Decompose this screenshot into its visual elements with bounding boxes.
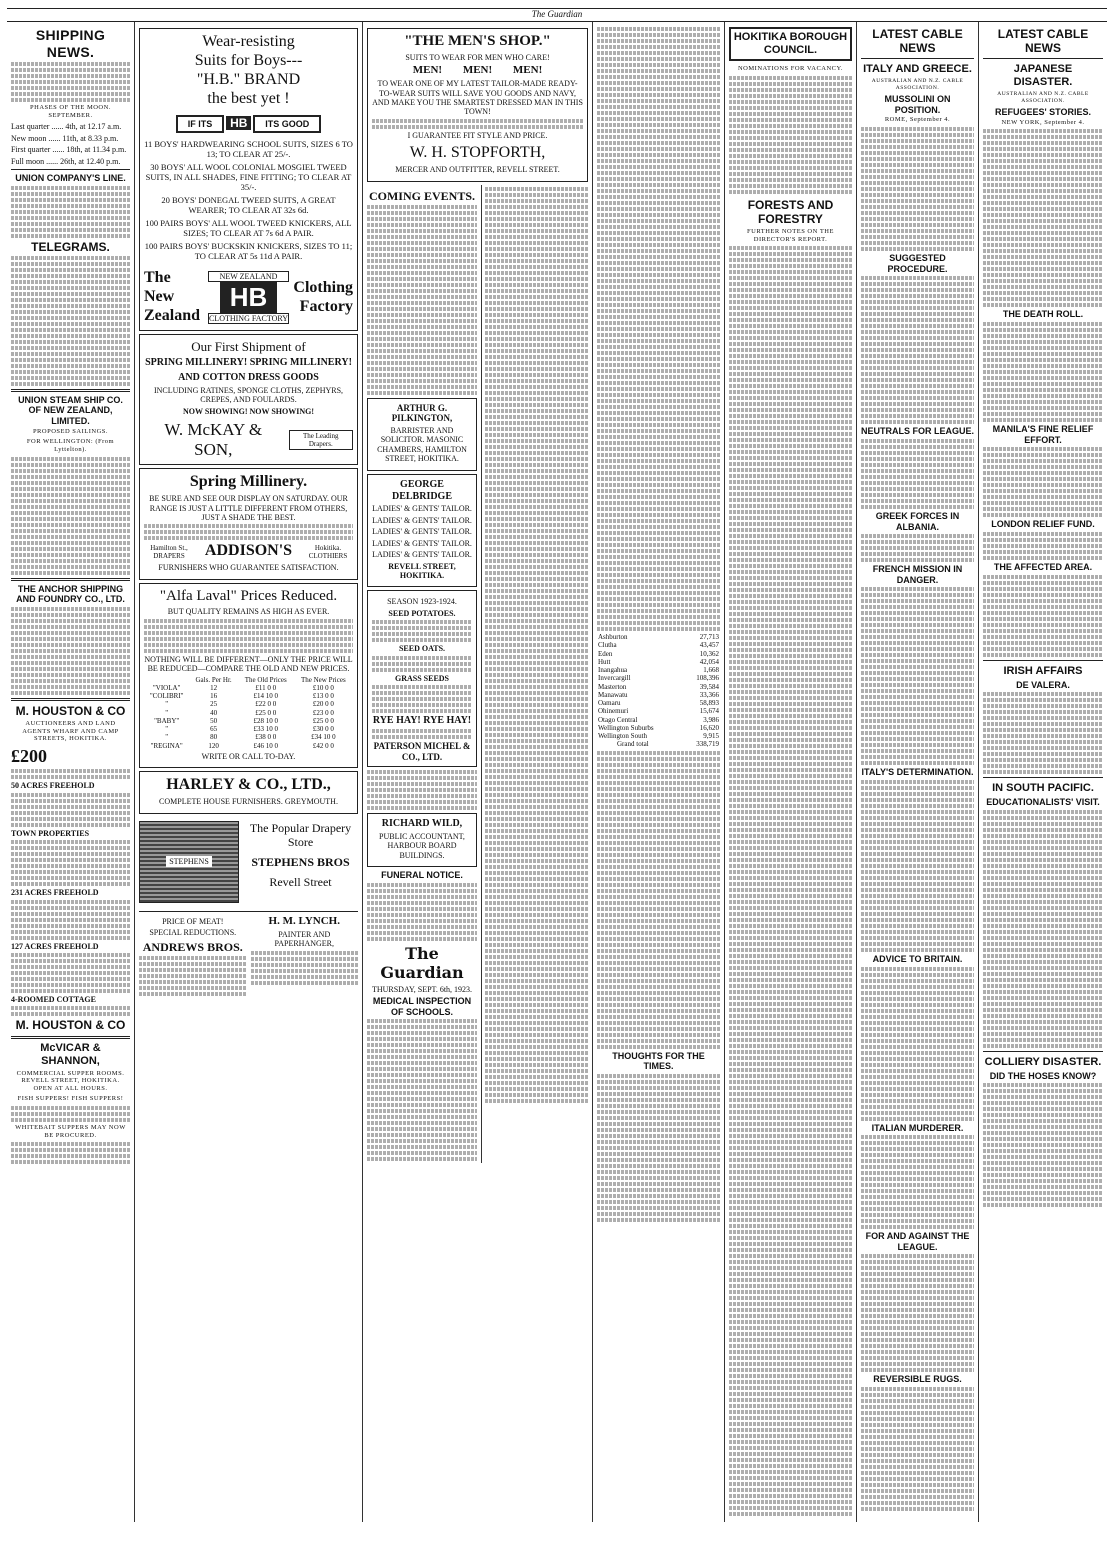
column-5	[725, 22, 857, 1522]
district: Otago Central	[598, 715, 638, 724]
tide-table	[11, 62, 130, 102]
assoc-line: AUSTRALIAN AND N.Z. CABLE ASSOCIATION.	[871, 78, 964, 91]
whitebait-suppers: WHITEBAIT SUPPERS MAY NOW BE PROCURED.	[15, 1124, 126, 1139]
district: Inangahua	[598, 666, 628, 674]
table-row	[597, 641, 720, 649]
anchor-shipping-heading: THE ANCHOR SHIPPING AND FOUNDRY CO., LTD.	[16, 583, 125, 605]
proposed-sailings: PROPOSED SAILINGS.	[32, 427, 109, 435]
manila-heading: MANILA'S FINE RELIEF EFFORT.	[992, 424, 1094, 445]
ad-item: 100 PAIRS BOYS' ALL WOOL TWEED KNICKERS, ALL SIZES; TO CLEAR AT 7s 6d A PAIR.	[145, 218, 352, 239]
moon-line: Full moon ...... 26th, at 12.40 p.m.	[11, 156, 121, 166]
town-properties: TOWN PROPERTIES	[11, 828, 90, 838]
south-pacific-heading: IN SOUTH PACIFIC.	[992, 782, 1094, 795]
table-row	[144, 700, 353, 708]
new-price: £13 0 0	[312, 692, 334, 701]
mens-text2: I GUARANTEE FIT STYLE AND PRICE.	[407, 130, 548, 140]
moon-line: First quarter ...... 18th, at 11.34 p.m.	[11, 145, 127, 155]
old-price: £11 0 0	[255, 683, 277, 692]
mens-text: TO WEAR ONE OF MY LATEST TAILOR-MADE READY-TO-WEAR SUITS WILL SAVE YOU GOODS AND NAVY, AND MAKE YOU THE SMARTEST DRESSED MAN IN THIS TOWN!	[372, 79, 583, 117]
mens-title: "THE MEN'S SHOP."	[404, 33, 551, 49]
value: 10,362	[699, 649, 719, 658]
london-relief-heading: LONDON RELIEF FUND.	[991, 519, 1095, 530]
houston-heading: M. HOUSTON & CO	[15, 703, 126, 718]
acres-231: 231 ACRES FREEHOLD	[11, 888, 99, 898]
new-price: £30 0 0	[312, 725, 334, 734]
seed-oats: SEED OATS.	[398, 644, 446, 654]
old-price: £22 0 0	[255, 700, 277, 709]
shipping-news-heading: SHIPPING NEWS.	[35, 27, 106, 60]
model: "REGINA"	[150, 741, 183, 750]
pilkington-ad	[367, 398, 477, 471]
logo-right-word: Clothing Factory	[293, 278, 353, 315]
mens-shop-ad	[367, 28, 588, 182]
badge-right: ITS GOOD	[253, 115, 321, 134]
mckay-now: NOW SHOWING! NOW SHOWING!	[182, 406, 315, 416]
alfa-sub: BUT QUALITY REMAINS AS HIGH AS EVER.	[167, 607, 330, 617]
model: "VIOLA"	[152, 683, 181, 692]
wild-ad	[367, 813, 477, 867]
value: 9,915	[703, 732, 719, 740]
telegrams-heading: TELEGRAMS.	[31, 239, 110, 254]
gals: 80	[210, 733, 218, 742]
gals: 120	[208, 741, 219, 750]
table-row	[597, 740, 720, 748]
latest-cable-heading-2: LATEST CABLE NEWS	[997, 27, 1089, 56]
gals: 25	[210, 700, 218, 709]
pilkington-name: ARTHUR G. PILKINGTON,	[391, 402, 453, 424]
alfa-write: WRITE OR CALL TO-DAY.	[201, 751, 296, 761]
value: 27,713	[699, 633, 719, 641]
delbridge-addr: REVELL STREET, HOKITIKA.	[388, 561, 456, 580]
moon-phases	[11, 122, 130, 166]
acres-50: 50 ACRES FREEHOLD	[11, 781, 95, 791]
italy-determination-heading: ITALY'S DETERMINATION.	[861, 767, 974, 778]
ad-line: Suits for Boys---	[194, 51, 303, 69]
refugees-heading: REFUGEES' STORIES.	[995, 107, 1091, 118]
total-label: Grand total	[617, 740, 649, 749]
district-table	[597, 633, 720, 749]
moon-line: Last quarter ...... 4th, at 12.17 a.m.	[11, 122, 122, 132]
harley-title: HARLEY & CO., LTD.,	[166, 776, 331, 794]
column-2	[135, 22, 363, 1522]
moon-line: New moon ...... 11th, at 8.33 p.m.	[11, 133, 119, 143]
gals: 50	[210, 716, 218, 725]
old-price: £14 10 0	[253, 692, 278, 701]
value: 15,674	[699, 707, 719, 716]
table-row	[597, 732, 720, 740]
district: Clutha	[598, 641, 617, 650]
educationalists-heading: EDUCATIONALISTS' VISIT.	[986, 797, 1100, 808]
model: "	[165, 700, 169, 709]
rye-hay: RYE HAY! RYE HAY!	[372, 715, 472, 727]
ad-line: the best yet !	[207, 89, 290, 107]
ny-dateline: NEW YORK, September 4.	[1001, 118, 1085, 126]
ad-item: 11 BOYS' HARDWEARING SCHOOL SUITS, SIZES 6 TO 13; TO CLEAR AT 25/-.	[144, 139, 353, 160]
union-line-heading: UNION COMPANY'S LINE.	[15, 173, 126, 184]
value: 108,396	[696, 674, 719, 683]
photo-sign: STEPHENS	[166, 856, 212, 867]
harley-ad	[139, 771, 358, 813]
alfa-head	[144, 676, 189, 684]
table-row	[597, 724, 720, 732]
model: "	[165, 708, 169, 717]
gals: 12	[210, 683, 218, 692]
table-row	[144, 733, 353, 741]
store-photo	[139, 821, 239, 903]
new-price: £23 0 0	[312, 708, 334, 717]
district: Wellington Suburbs	[598, 723, 654, 732]
medical-heading: MEDICAL INSPECTION OF SCHOOLS.	[372, 996, 472, 1017]
price-of-meat: PRICE OF MEAT!	[162, 916, 224, 926]
clothing-factory-label: CLOTHING FACTORY	[208, 313, 289, 323]
spring-millinery: Spring Millinery.	[189, 473, 308, 491]
district: Hutt	[598, 657, 611, 666]
district: Eden	[598, 649, 613, 658]
table-row	[597, 691, 720, 699]
acres-127: 127 ACRES FREEHOLD	[11, 941, 99, 951]
greek-forces-heading: GREEK FORCES IN ALBANIA.	[875, 510, 960, 532]
stephens-ad	[139, 817, 358, 907]
delbridge-line: LADIES' & GENTS' TAILOR.	[372, 538, 472, 548]
japanese-disaster-heading: JAPANESE DISASTER.	[1013, 63, 1073, 89]
mckay-line2: AND COTTON DRESS GOODS	[178, 372, 319, 384]
value: 42,054	[699, 657, 719, 666]
mens-men: MEN! MEN! MEN!	[412, 64, 543, 77]
table-row	[597, 699, 720, 707]
italy-greece-heading: ITALY AND GREECE.	[863, 63, 972, 76]
popular-drapery: The Popular Drapery Store	[249, 820, 352, 849]
model: "	[165, 733, 169, 742]
old-price: £46 10 0	[253, 741, 278, 750]
model: "BABY"	[154, 716, 180, 725]
district: Invercargill	[598, 674, 631, 683]
alfa-head: The Old Prices	[244, 675, 287, 684]
for-against-heading: FOR AND AGAINST THE LEAGUE.	[865, 1231, 970, 1252]
four-roomed-cottage: 4-ROOMED COTTAGE	[11, 994, 96, 1004]
hb-suits-ad	[139, 28, 358, 331]
table-row	[144, 692, 353, 700]
badge-left: IF ITS	[176, 115, 225, 134]
addison-text: BE SURE AND SEE OUR DISPLAY ON SATURDAY. OUR RANGE IS JUST A LITTLE DIFFERENT FROM OTHERS, JUST A SHADE THE BEST.	[149, 494, 348, 522]
logo-left-word: The New Zealand	[144, 269, 201, 325]
alfa-table-title: NOTHING WILL BE DIFFERENT—ONLY THE PRICE WILL BE REDUCED—COMPARE THE OLD AND NEW PRICES.	[144, 654, 353, 674]
ad-item: 100 PAIRS BOYS' BUCKSKIN KNICKERS, SIZES TO 11; TO CLEAR AT 5s 11d A PAIR.	[144, 241, 353, 262]
alfa-title: "Alfa Laval" Prices Reduced.	[159, 587, 338, 604]
rome-dateline: ROME, September 4.	[884, 116, 951, 124]
ad-line: "H.B." BRAND	[196, 70, 301, 88]
andrews-bros: ANDREWS BROS.	[142, 939, 243, 954]
stopforth-name: W. H. STOPFORTH,	[409, 144, 546, 162]
total-value: 338,719	[696, 740, 719, 749]
column-4	[593, 22, 725, 1522]
delbridge-line: LADIES' & GENTS' TAILOR.	[372, 550, 472, 560]
lynch-name: H. M. LYNCH.	[268, 914, 340, 927]
mckay-name: W. McKAY & SON,	[164, 420, 263, 460]
addison-right: Hokitika. CLOTHIERS	[308, 543, 348, 560]
houston-heading-2: M. HOUSTON & CO	[15, 1018, 126, 1033]
old-price: £33 10 0	[253, 725, 278, 734]
fish-suppers: FISH SUPPERS! FISH SUPPERS!	[17, 1095, 124, 1103]
borough-sub: NOMINATIONS FOR VACANCY.	[737, 64, 843, 72]
assoc-line: AUSTRALIAN AND N.Z. CABLE ASSOCIATION.	[997, 91, 1089, 104]
newspaper-page	[7, 8, 1107, 1527]
value: 16,620	[699, 723, 719, 732]
guardian-date: THURSDAY, SEPT. 6th, 1923.	[371, 984, 473, 994]
for-wellington: FOR WELLINGTON: (From Lyttelton).	[26, 438, 115, 453]
new-price: £10 0 0	[312, 683, 334, 692]
badge-hb: HB	[226, 116, 251, 130]
column-6	[857, 22, 979, 1522]
district: Wellington South	[598, 732, 648, 740]
paterson-name: PATERSON MICHEL & CO., LTD.	[373, 740, 471, 762]
table-row	[144, 717, 353, 725]
value: 39,584	[699, 682, 719, 691]
death-roll-heading: THE DEATH ROLL.	[1002, 309, 1084, 320]
mckay-line: SPRING MILLINERY! SPRING MILLINERY!	[145, 357, 352, 369]
delbridge-ad	[367, 474, 477, 588]
delbridge-name: GEORGE DELBRIDGE	[391, 478, 452, 502]
column-7	[979, 22, 1107, 1522]
neutrals-heading: NEUTRALS FOR LEAGUE.	[861, 426, 975, 437]
table-row	[144, 742, 353, 750]
new-price: £34 10 0	[311, 733, 336, 742]
alfa-head: Gals. Per Hr.	[195, 675, 232, 684]
alfa-head: The New Prices	[300, 675, 346, 684]
advice-heading: ADVICE TO BRITAIN.	[872, 954, 963, 964]
new-price: £20 0 0	[312, 700, 334, 709]
addison-name: ADDISON'S	[204, 542, 293, 560]
district: Manawatu	[598, 690, 628, 699]
delbridge-line: LADIES' & GENTS' TAILOR.	[372, 515, 472, 525]
moon-heading: PHASES OF THE MOON. SEPTEMBER.	[30, 104, 111, 119]
price-200: £200	[11, 746, 47, 766]
alfa-laval-ad	[139, 583, 358, 769]
nz-label: NEW ZEALAND	[208, 271, 289, 282]
table-row	[597, 633, 720, 641]
old-price: £25 0 0	[255, 708, 277, 717]
italian-murderer-heading: ITALIAN MURDERER.	[871, 1122, 964, 1133]
table-row	[597, 716, 720, 724]
mussolini-heading: MUSSOLINI ON POSITION.	[884, 94, 951, 115]
table-row	[144, 709, 353, 717]
french-mission-heading: FRENCH MISSION IN DANGER.	[872, 564, 963, 585]
latest-cable-heading: LATEST CABLE NEWS	[872, 27, 963, 56]
table-row	[597, 674, 720, 682]
hb-badge	[144, 115, 353, 134]
union-steam-ship-heading: UNION STEAM SHIP CO. OF NEW ZEALAND, LIMITED.	[18, 394, 123, 427]
affected-area-heading: THE AFFECTED AREA.	[993, 561, 1093, 572]
table-row	[144, 725, 353, 733]
wild-name: RICHARD WILD,	[381, 818, 463, 830]
value: 3,986	[703, 715, 719, 724]
delbridge-line: LADIES' & GENTS' TAILOR.	[372, 527, 472, 537]
colliery-sub: DID THE HOSES KNOW?	[989, 1070, 1097, 1081]
lynch-sub: PAINTER AND PAPERHANGER,	[274, 929, 334, 949]
wild-sub: PUBLIC ACCOUNTANT, HARBOUR BOARD BUILDINGS.	[379, 831, 465, 860]
district: Ashburton	[598, 633, 628, 641]
hb-logo-row	[144, 269, 353, 326]
hb-mark: HB	[220, 282, 278, 313]
model: "COLIBRI"	[149, 692, 184, 701]
table-row	[597, 666, 720, 674]
borough-heading: HOKITIKA BOROUGH COUNCIL.	[729, 27, 852, 61]
model: "	[165, 725, 169, 734]
gals: 16	[210, 692, 218, 701]
old-price: £38 0 0	[255, 733, 277, 742]
delbridge-line: LADIES' & GENTS' TAILOR.	[372, 504, 472, 514]
district: Masterton	[598, 682, 627, 691]
de-valera-heading: DE VALERA.	[1016, 679, 1070, 690]
ad-line: Wear-resisting	[202, 33, 295, 50]
mckay-ad	[139, 334, 358, 465]
pilkington-sub: BARRISTER AND SOLICITOR. MASONIC CHAMBERS, HAMILTON STREET, HOKITIKA.	[377, 425, 467, 464]
reversible-rugs-heading: REVERSIBLE RUGS.	[873, 1374, 962, 1385]
thoughts-heading: THOUGHTS FOR THE TIMES.	[612, 1050, 705, 1072]
season: SEASON 1923-1924.	[387, 597, 457, 607]
table-row	[597, 683, 720, 691]
ad-item: 30 BOYS' ALL WOOL COLONIAL MOSGIEL TWEED SUITS, IN ALL SHADES, FINE FITTING; TO CLEAR AT 35/-.	[145, 162, 352, 193]
new-price: £25 0 0	[312, 716, 334, 725]
suggested-heading: SUGGESTED PROCEDURE.	[887, 253, 948, 274]
value: 43,457	[699, 641, 719, 650]
forests-sub: FURTHER NOTES ON THE DIRECTOR'S REPORT.	[747, 227, 834, 243]
addison-left: Hamilton St., DRAPERS	[150, 543, 188, 560]
table-row	[597, 650, 720, 658]
addison-sub: FURNISHERS WHO GUARANTEE SATISFACTION.	[158, 563, 339, 573]
value: 33,366	[699, 690, 719, 699]
value: 58,893	[699, 699, 719, 707]
stephens-bros: STEPHENS BROS	[251, 855, 350, 870]
stopforth-sub: MERCER AND OUTFITTER, REVELL STREET.	[395, 165, 560, 175]
district: Oamaru	[598, 699, 621, 707]
irish-affairs-heading: IRISH AFFAIRS	[1003, 664, 1083, 677]
alfa-price-table	[144, 676, 353, 750]
gals: 65	[210, 725, 218, 734]
houston-sub: AUCTIONEERS AND LAND AGENTS WHARF AND CAMP STREETS, HOKITIKA.	[22, 720, 119, 743]
mens-sub: SUITS TO WEAR FOR MEN WHO CARE!	[405, 52, 550, 62]
gals: 40	[210, 708, 218, 717]
revell-street: Revell Street	[269, 875, 332, 890]
mcvicar-heading: McVICAR & SHANNON,	[40, 1041, 101, 1067]
funeral-heading: FUNERAL NOTICE.	[381, 870, 463, 881]
mckay-tag: The Leading Drapers.	[289, 430, 353, 451]
column-1	[7, 22, 135, 1522]
table-row	[597, 658, 720, 666]
grass-seeds: GRASS SEEDS	[394, 673, 450, 683]
coming-events-heading: COMING EVENTS.	[368, 188, 475, 203]
district: Ohinemuri	[598, 707, 629, 716]
table-row	[144, 684, 353, 692]
forests-heading: FORESTS AND FORESTRY	[747, 197, 834, 226]
special-reductions: SPECIAL REDUCTIONS.	[149, 928, 237, 938]
value: 1,668	[703, 666, 719, 674]
paterson-ad	[367, 590, 477, 767]
harley-sub: COMPLETE HOUSE FURNISHERS. GREYMOUTH.	[159, 797, 338, 807]
mckay-title: Our First Shipment of	[191, 338, 306, 354]
ad-item: 20 BOYS' DONEGAL TWEED SUITS, A GREAT WEARER; TO CLEAR AT 32s 6d.	[161, 195, 336, 216]
colliery-heading: COLLIERY DISASTER.	[984, 1055, 1102, 1068]
column-3	[363, 22, 593, 1522]
guardian-masthead: The Guardian	[380, 943, 464, 982]
addison-ad	[139, 468, 358, 580]
mckay-line3: INCLUDING RATINES, SPONGE CLOTHS, ZEPHYRS, CREPES, AND FOULARDS.	[153, 385, 344, 405]
old-price: £28 10 0	[253, 716, 278, 725]
table-row	[597, 707, 720, 715]
hb-logo	[208, 271, 289, 325]
masthead: The Guardian	[7, 9, 1107, 22]
mcvicar-sub: COMMERCIAL SUPPER ROOMS. REVELL STREET, HOKITIKA. OPEN AT ALL HOURS.	[16, 1069, 125, 1092]
seed-potatoes: SEED POTATOES.	[388, 608, 456, 618]
new-price: £42 0 0	[312, 741, 334, 750]
